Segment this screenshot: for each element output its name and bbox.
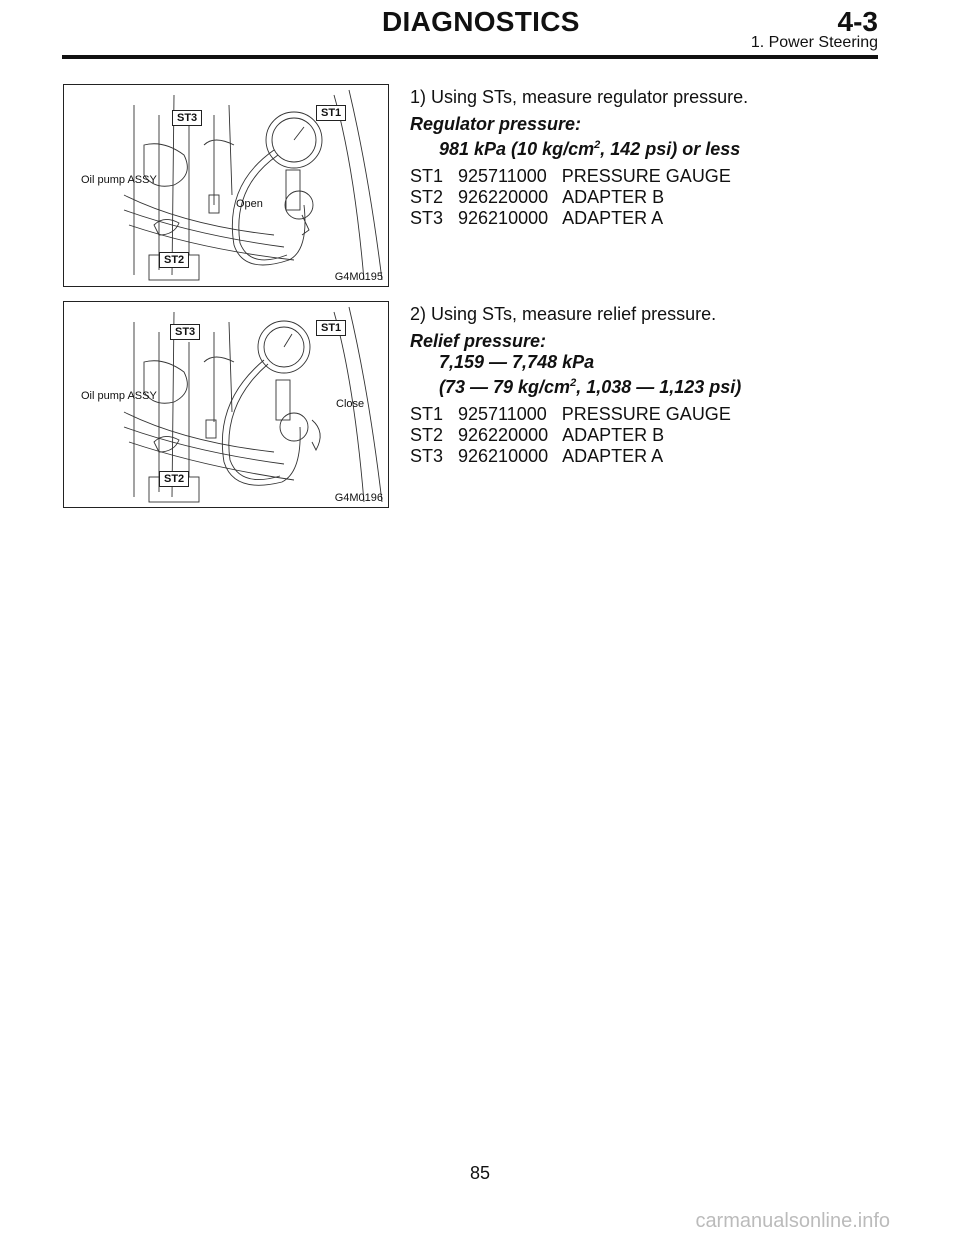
subsection-title: 1. Power Steering <box>750 34 878 51</box>
step-2 <box>410 304 741 467</box>
section-number: 4-3 <box>837 6 878 37</box>
page-number: 85 <box>469 1163 491 1183</box>
oil-pump-label: Oil pump ASSY <box>81 174 157 186</box>
step-1 <box>410 87 748 229</box>
step-2-spec-value-1: 7,159 — 7,748 kPa <box>439 352 595 372</box>
step-2-spec-value-2: (73 — 79 $kg/cm^2$, 1,038 — 1,123 psi) <box>439 377 742 397</box>
tag-st2: ST2 <box>159 252 189 268</box>
tag-st2: ST2 <box>159 471 189 487</box>
step-2-tool-st1: ST1 925711000 PRESSURE GAUGE <box>410 404 731 424</box>
watermark: carmanualsonline.info <box>695 1210 890 1232</box>
step-1-tool-st1: ST1 925711000 PRESSURE GAUGE <box>410 166 731 186</box>
step-1-spec-value: 981 kPa (10 $kg/cm^2$, 142 psi) or less <box>439 139 741 159</box>
figure-code: G4M0196 <box>334 492 383 504</box>
step-1-tool-st3: ST3 926210000 ADAPTER A <box>410 208 664 228</box>
header-rule <box>62 55 878 59</box>
figure-relief-pressure <box>63 301 389 508</box>
tag-st1: ST1 <box>316 320 346 336</box>
figure-regulator-pressure <box>63 84 389 287</box>
step-2-spec-label: Relief pressure: <box>410 331 547 351</box>
section-title: DIAGNOSTICS <box>382 6 580 37</box>
tag-st3: ST3 <box>170 324 200 340</box>
figure-code: G4M0195 <box>334 271 383 283</box>
valve-state-label: Close <box>336 398 365 410</box>
step-1-tool-st2: ST2 926220000 ADAPTER B <box>410 187 665 207</box>
oil-pump-label: Oil pump ASSY <box>81 390 157 402</box>
step-2-tool-st2: ST2 926220000 ADAPTER B <box>410 425 665 445</box>
step-1-spec-label: Regulator pressure: <box>410 114 582 134</box>
step-1-intro: 1) Using STs, measure regulator pressure. <box>410 87 749 107</box>
step-2-tool-st3: ST3 926210000 ADAPTER A <box>410 446 664 466</box>
step-2-intro: 2) Using STs, measure relief pressure. <box>410 304 717 324</box>
valve-state-label: Open <box>236 198 263 210</box>
tag-st3: ST3 <box>172 110 202 126</box>
tag-st1: ST1 <box>316 105 346 121</box>
